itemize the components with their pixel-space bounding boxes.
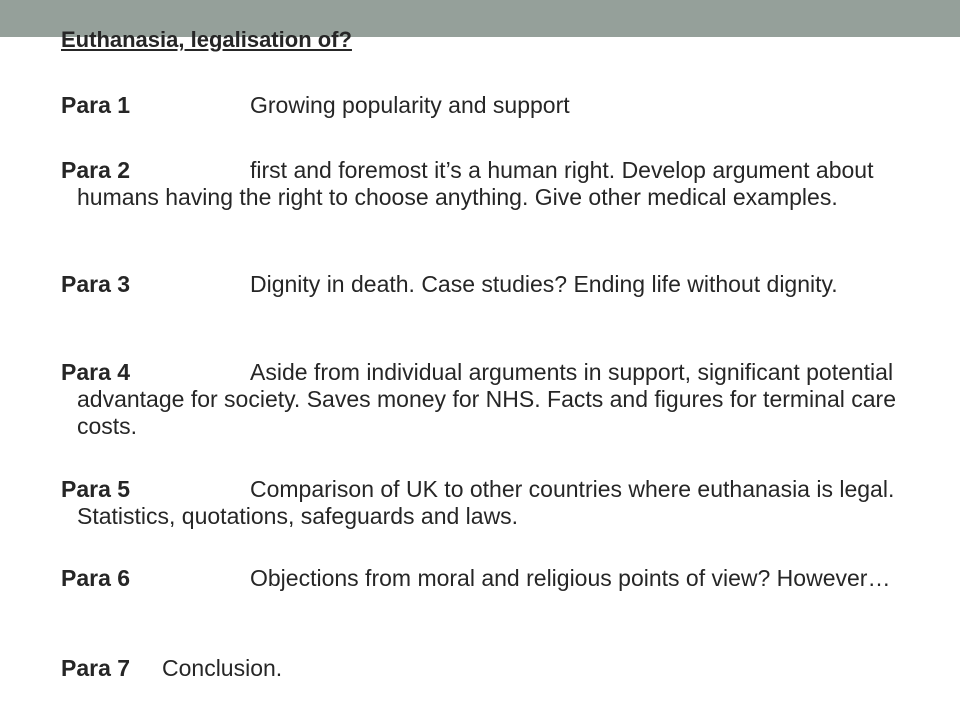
paragraph-label: Para 7 — [61, 655, 131, 681]
slide-title: Euthanasia, legalisation of? — [61, 27, 352, 52]
paragraph-label: Para 1 — [61, 92, 131, 118]
paragraph-5 — [61, 476, 921, 530]
paragraph-text: Comparison of UK to other countries where euthanasia is legal. Statistics, quotations, safeguards and laws. — [77, 476, 895, 529]
paragraph-text: Conclusion. — [162, 655, 283, 681]
paragraph-text: first and foremost it’s a human right. Develop argument about humans having the right to choose anything. Give other medical examples. — [77, 157, 874, 210]
paragraph-text: Objections from moral and religious points of view? However… — [250, 565, 891, 591]
paragraph-label: Para 2 — [61, 157, 131, 183]
paragraph-text: Aside from individual arguments in support, significant potential advantage for society. Saves money for NHS. Facts and figures for terminal care costs. — [77, 359, 896, 439]
paragraph-7 — [61, 655, 921, 682]
paragraph-label: Para 5 — [61, 476, 131, 502]
paragraph-2 — [61, 157, 921, 211]
paragraph-1 — [61, 92, 921, 119]
paragraph-6 — [61, 565, 921, 592]
paragraph-text: Dignity in death. Case studies? Ending life without dignity. — [250, 271, 838, 297]
paragraph-label: Para 6 — [61, 565, 131, 591]
paragraph-3 — [61, 271, 921, 298]
paragraph-label: Para 3 — [61, 271, 131, 297]
paragraph-label: Para 4 — [61, 359, 131, 385]
paragraph-4 — [61, 359, 921, 440]
paragraph-text: Growing popularity and support — [250, 92, 570, 118]
